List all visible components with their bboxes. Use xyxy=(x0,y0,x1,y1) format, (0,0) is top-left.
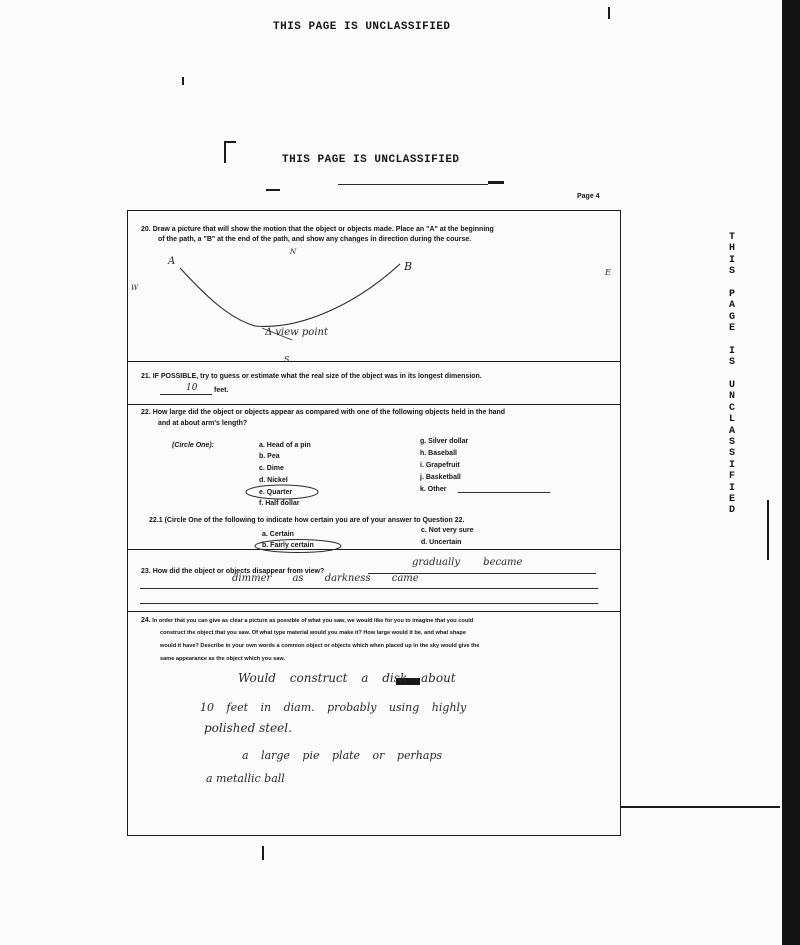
size-option: i. Grapefruit xyxy=(420,462,460,469)
side-stamp-letter: T xyxy=(728,232,735,243)
side-stamp-letter: F xyxy=(728,471,735,483)
size-option: b. Pea xyxy=(259,453,280,460)
question-number: 23. xyxy=(141,568,151,575)
question-text: How large did the object or objects appear as compared with one of the following objects held in the hand xyxy=(152,409,506,416)
page-number: Page 4 xyxy=(577,193,600,200)
construct-answer-line2: 10 feet in diam. probably using highly xyxy=(200,701,467,714)
answer-line xyxy=(140,588,598,589)
question-number: 21. xyxy=(141,373,151,380)
sketch-label-s: S xyxy=(284,355,290,364)
sketch-label-b: B xyxy=(404,260,413,273)
side-stamp-letter: N xyxy=(728,391,735,403)
size-option: d. Nickel xyxy=(259,477,288,484)
question-text: In order that you can give as clear a picture as possible of what you saw, we would like for you to imagine that you could xyxy=(152,618,474,624)
question-24-line3: would it have? Describe in your own words a common object or objects which when placed up in the sky would give the xyxy=(160,643,480,649)
side-stamp-letter: A xyxy=(728,425,735,437)
size-option: j. Basketball xyxy=(420,474,461,481)
size-option: h. Baseball xyxy=(420,450,457,457)
side-stamp-letter: I xyxy=(728,459,735,471)
side-stamp-letter: G xyxy=(728,311,735,323)
size-answer: 10 xyxy=(186,383,198,393)
question-number: 20. xyxy=(141,226,151,233)
certainty-option-selected: b. Fairly certain xyxy=(262,542,314,549)
question-24 xyxy=(141,614,473,628)
size-option: f. Half dollar xyxy=(259,500,300,507)
certainty-option: d. Uncertain xyxy=(421,539,462,546)
disappear-answer-line1: gradually became xyxy=(412,557,523,568)
construct-answer-line4: a large pie plate or perhaps xyxy=(242,749,443,762)
side-stamp-letter: C xyxy=(728,402,735,414)
side-stamp-letter: H xyxy=(728,243,735,255)
side-stamp-letter: S xyxy=(728,357,735,369)
question-text: Draw a picture that will show the motion that the object or objects made. Place an "A" at the beginning xyxy=(152,226,494,233)
size-option: a. Head of a pin xyxy=(259,442,311,449)
selection-circle-quarter xyxy=(246,485,318,499)
side-stamp-letter: U xyxy=(728,380,735,392)
size-option-selected: e. Quarter xyxy=(259,489,293,496)
side-stamp-letter: I xyxy=(728,482,735,494)
side-stamp-letter: P xyxy=(728,288,735,300)
side-stamp-letter: E xyxy=(728,323,735,335)
size-unit: feet. xyxy=(214,387,229,394)
size-option: k. Other xyxy=(420,486,447,493)
question-number: 22. xyxy=(141,409,151,416)
circle-one-label: (Circle One): xyxy=(172,442,215,449)
question-text: IF POSSIBLE, try to guess or estimate what the real size of the object was in its longest dimension. xyxy=(152,373,482,380)
side-stamp-letter: S xyxy=(728,448,735,460)
classification-stamp: THIS PAGE IS UNCLASSIFIED xyxy=(282,154,460,166)
size-option: g. Silver dollar xyxy=(420,438,469,445)
disappear-answer-line2: dimmer as darkness came xyxy=(232,573,419,584)
certainty-option: c. Not very sure xyxy=(421,527,474,534)
side-stamp-letter: I xyxy=(728,345,735,357)
question-22-1 xyxy=(149,515,464,526)
side-stamp-letter: I xyxy=(728,254,735,266)
sketch-label-e: E xyxy=(605,268,611,277)
construct-answer-line3: polished steel. xyxy=(204,721,292,735)
question-text: How did the object or objects disappear from view? xyxy=(152,568,325,575)
question-20-line2: of the path, a "B" at the end of the path, and show any changes in direction during the course. xyxy=(158,236,472,243)
side-stamp-letter: S xyxy=(728,266,735,278)
construct-answer-line5: a metallic ball xyxy=(206,772,285,785)
question-number: 22.1 xyxy=(149,517,163,524)
side-stamp-letter: A xyxy=(728,300,735,312)
viewpoint-note: Δ view point xyxy=(265,327,328,338)
question-number: 24. xyxy=(141,617,151,624)
side-stamp-letter: L xyxy=(728,414,735,426)
question-24-line2: construct the object that you saw. Of what type material would you make it? How large would it be, and what shape xyxy=(160,630,466,636)
sketch-label-n: N xyxy=(290,248,297,256)
side-stamp-letter: D xyxy=(728,505,735,517)
top-classification-stamp: THIS PAGE IS UNCLASSIFIED xyxy=(273,21,451,33)
certainty-option: a. Certain xyxy=(262,531,294,538)
sketch-label-a: A xyxy=(168,256,176,267)
question-22-line2: and at about arm's length? xyxy=(158,420,248,427)
size-option: c. Dime xyxy=(259,465,284,472)
side-stamp-letter: S xyxy=(728,437,735,449)
construct-answer-line1: Would construct a disk about xyxy=(238,671,456,685)
side-stamp-letter: E xyxy=(728,493,735,505)
answer-line xyxy=(140,603,598,604)
question-text: (Circle One of the following to indicate how certain you are of your answer to Question 22. xyxy=(164,517,465,524)
sketch-label-w: W xyxy=(131,284,139,292)
question-24-line4: same appearance as the object which you saw. xyxy=(160,656,286,662)
